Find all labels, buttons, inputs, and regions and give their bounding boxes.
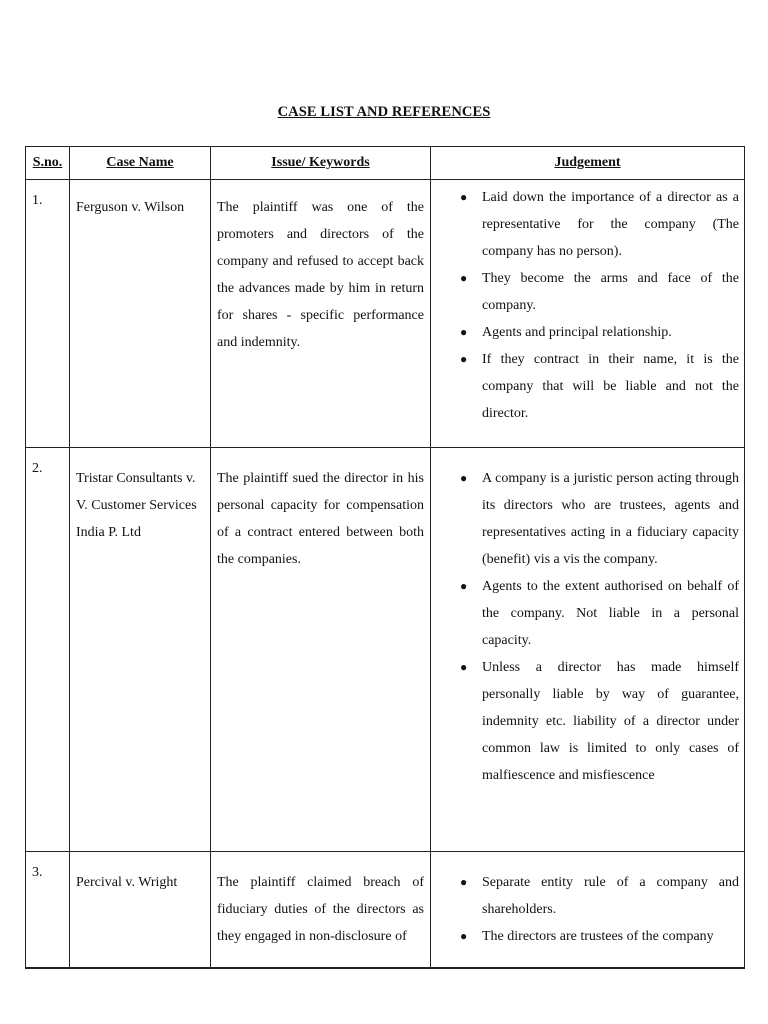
bullet-icon: ●: [460, 325, 468, 339]
list-item: ● Separate entity rule of a company and shareholders.: [435, 869, 739, 923]
list-item: ● A company is a juristic person acting through its directors who are trustees, agents and representatives acting in a fiduciary capacity (benefit) vis a vis the company.: [435, 465, 739, 573]
header-sno: S.no.: [26, 147, 70, 180]
bullet-icon: ●: [460, 271, 468, 285]
bullet-icon: ●: [460, 929, 468, 943]
table-header-row: [26, 147, 745, 180]
bullet-icon: ●: [460, 875, 468, 889]
case-table: [25, 146, 745, 969]
judgement-list: [435, 869, 739, 950]
cell-case-name: Tristar Consultants v. V. Customer Services India P. Ltd: [70, 448, 211, 852]
list-item: ● Agents and principal relationship.: [435, 319, 739, 346]
list-item: ● They become the arms and face of the company.: [435, 265, 739, 319]
cell-case-name: Ferguson v. Wilson: [70, 180, 211, 448]
cell-judgement: [431, 448, 745, 852]
bullet-icon: ●: [460, 660, 468, 674]
table-row: [26, 448, 745, 852]
list-item: ● The directors are trustees of the company: [435, 923, 739, 950]
list-item: ● Unless a director has made himself personally liable by way of guarantee, indemnity etc. liability of a director under common law is limited to only cases of malfiescence and misfiescence: [435, 654, 739, 789]
judgement-list: [435, 184, 739, 427]
cell-sno: 3.: [26, 852, 70, 969]
page-title: CASE LIST AND REFERENCES: [277, 104, 491, 120]
bullet-icon: ●: [460, 579, 468, 593]
cell-judgement: [431, 852, 745, 969]
cell-issue: The plaintiff sued the director in his personal capacity for compensation of a contract entered between both the companies.: [211, 448, 431, 852]
bullet-icon: ●: [460, 471, 468, 485]
table-row: [26, 180, 745, 448]
list-item: ● Laid down the importance of a director as a representative for the company (The company has no person).: [435, 184, 739, 265]
cell-sno: 1.: [26, 180, 70, 448]
cell-judgement: [431, 180, 745, 448]
table-row: [26, 852, 745, 969]
cell-sno: 2.: [26, 448, 70, 852]
list-item: ● If they contract in their name, it is the company that will be liable and not the director.: [435, 346, 739, 427]
cell-issue: The plaintiff claimed breach of fiduciary duties of the directors as they engaged in non-disclosure of: [211, 852, 431, 969]
cell-issue: The plaintiff was one of the promoters and directors of the company and refused to accept back the advances made by him in return for shares - specific performance and indemnity.: [211, 180, 431, 448]
list-item: ● Agents to the extent authorised on behalf of the company. Not liable in a personal capacity.: [435, 573, 739, 654]
header-judgement: Judgement: [431, 147, 745, 180]
bullet-icon: ●: [460, 352, 468, 366]
header-case-name: Case Name: [70, 147, 211, 180]
judgement-list: [435, 465, 739, 789]
bullet-icon: ●: [460, 190, 468, 204]
header-issue: Issue/ Keywords: [211, 147, 431, 180]
cell-case-name: Percival v. Wright: [70, 852, 211, 969]
